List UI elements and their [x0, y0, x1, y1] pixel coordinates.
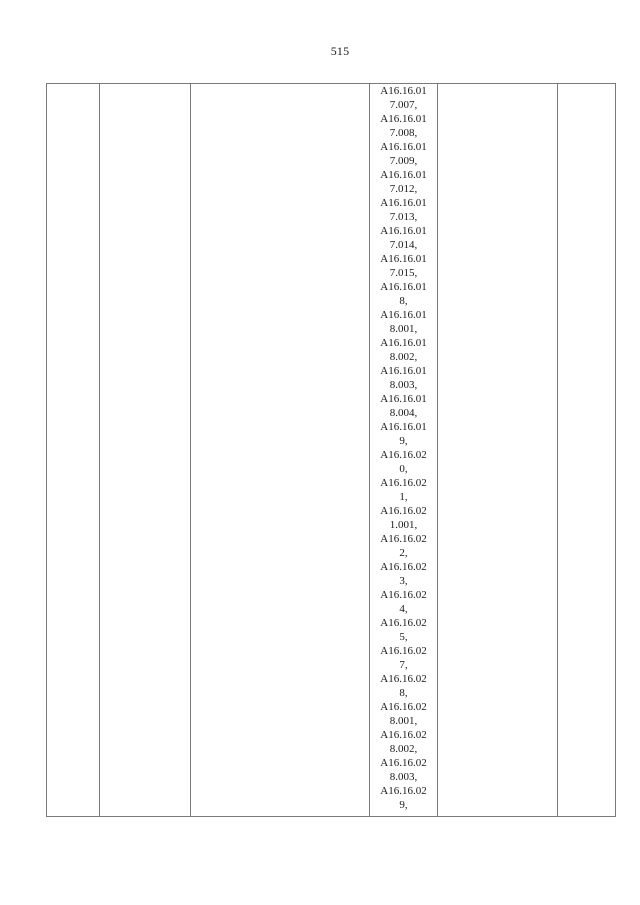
service-code-line: 8.002, — [389, 743, 418, 755]
service-code-line: 7.007, — [389, 99, 418, 111]
service-code-line: A16.16.01 — [380, 169, 427, 181]
service-codes-cell — [370, 84, 438, 817]
table-cell-5 — [438, 84, 558, 817]
service-code-line: A16.16.02 — [380, 757, 427, 769]
table-cell-1 — [47, 84, 100, 817]
service-code-line: A16.16.02 — [380, 701, 427, 713]
table-row — [47, 84, 616, 817]
service-code-line: 0, — [399, 463, 408, 475]
page-number: 515 — [330, 44, 350, 58]
service-code-line: 3, — [399, 575, 408, 587]
service-code-line: A16.16.01 — [380, 253, 427, 265]
service-code-line: A16.16.01 — [380, 85, 427, 97]
service-code-line: 8.004, — [389, 407, 418, 419]
service-code-line: A16.16.02 — [380, 561, 427, 573]
table-cell-2 — [100, 84, 191, 817]
service-code-line: A16.16.02 — [380, 645, 427, 657]
service-code-line: 8.001, — [389, 715, 418, 727]
service-code-line: A16.16.02 — [380, 505, 427, 517]
service-code-line: 7.015, — [389, 267, 418, 279]
service-code-line: A16.16.02 — [380, 729, 427, 741]
service-code-line: 8, — [399, 687, 408, 699]
document-table — [46, 83, 616, 817]
service-code-line: 8.001, — [389, 323, 418, 335]
service-code-line: 7.013, — [389, 211, 418, 223]
service-code-line: 1.001, — [389, 519, 418, 531]
service-code-line: A16.16.01 — [380, 421, 427, 433]
service-code-line: 9, — [399, 799, 408, 811]
service-code-line: 9, — [399, 435, 408, 447]
service-code-line: 7.014, — [389, 239, 418, 251]
service-code-line: 7, — [399, 659, 408, 671]
service-code-line: 1, — [399, 491, 408, 503]
service-code-line: 7.009, — [389, 155, 418, 167]
service-codes-list — [370, 84, 437, 812]
service-code-line: 2, — [399, 547, 408, 559]
service-code-line: A16.16.02 — [380, 589, 427, 601]
service-code-line: 7.008, — [389, 127, 418, 139]
service-code-line: A16.16.01 — [380, 141, 427, 153]
service-code-line: 8.003, — [389, 771, 418, 783]
service-code-line: A16.16.01 — [380, 337, 427, 349]
service-code-line: A16.16.01 — [380, 225, 427, 237]
service-code-line: A16.16.02 — [380, 785, 427, 797]
service-code-line: A16.16.01 — [380, 365, 427, 377]
service-code-line: 7.012, — [389, 183, 418, 195]
service-code-line: A16.16.02 — [380, 673, 427, 685]
service-code-line: A16.16.01 — [380, 393, 427, 405]
service-code-line: 4, — [399, 603, 408, 615]
service-code-line: A16.16.02 — [380, 533, 427, 545]
service-code-line: 5, — [399, 631, 408, 643]
table-cell-6 — [558, 84, 616, 817]
service-code-line: A16.16.01 — [380, 309, 427, 321]
service-code-line: A16.16.01 — [380, 197, 427, 209]
service-code-line: 8, — [399, 295, 408, 307]
service-code-line: A16.16.01 — [380, 113, 427, 125]
service-code-line: A16.16.02 — [380, 449, 427, 461]
service-code-line: A16.16.02 — [380, 477, 427, 489]
table-cell-3 — [191, 84, 370, 817]
service-code-line: A16.16.02 — [380, 617, 427, 629]
service-code-line: A16.16.01 — [380, 281, 427, 293]
service-code-line: 8.003, — [389, 379, 418, 391]
service-code-line: 8.002, — [389, 351, 418, 363]
